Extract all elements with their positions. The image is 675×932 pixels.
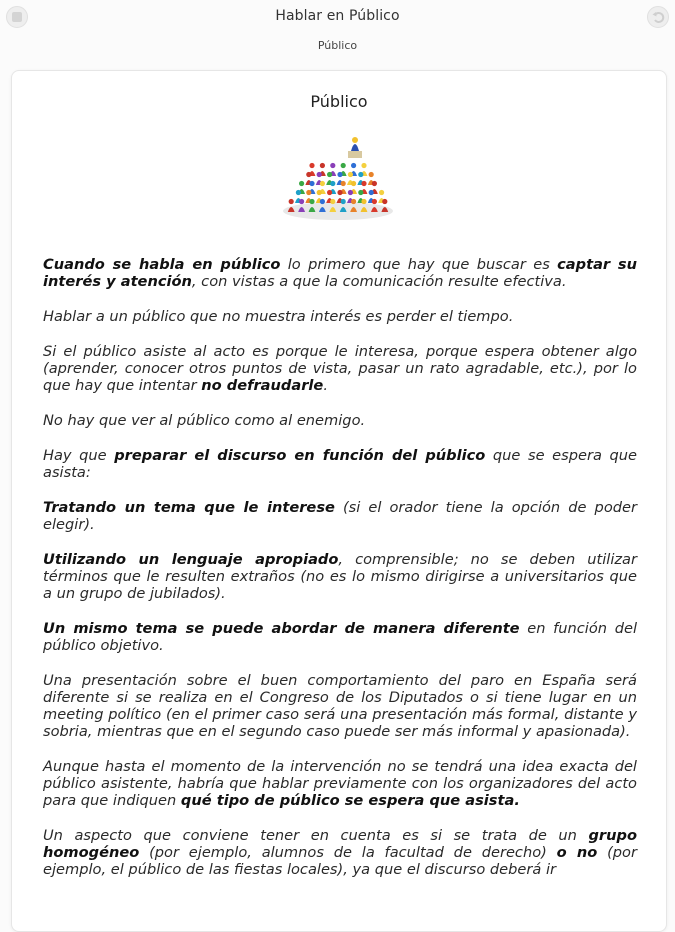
- paragraph-bold-text: grupo homogéneo: [43, 827, 637, 861]
- paragraph-text: Una presentación sobre el buen comportamiento del paro en España será diferente si se realiza en el Congreso de los Diputados o si tiene lugar en un meeting político (en el primer caso será una presentación más formal, distante y sobria, mientras que en el segundo caso puede ser más informal y apasionada).: [43, 672, 637, 740]
- paragraph-bold-text: Tratando un tema que le interese: [43, 499, 335, 516]
- paragraph: [43, 620, 637, 654]
- card-title: Público: [310, 92, 368, 111]
- paragraph: [43, 343, 637, 394]
- paragraph: [43, 499, 637, 533]
- paragraph-text: Aunque hasta el momento de la intervención no se tendrá una idea exacta del público asistente, habría que hablar previamente con los organizadores del acto para que indiquen: [43, 758, 637, 809]
- people-crowd-figurines-icon: [280, 137, 398, 225]
- paragraph-text: , comprensible; no se deben utilizar términos que le resulten extraños (no es lo mismo dirigirse a universitarios que a un grupo de jubilados).: [43, 551, 637, 602]
- paragraph-bold-text: Un mismo tema se puede abordar de manera diferente: [43, 620, 520, 637]
- paragraph-text: No hay que ver al público como al enemigo.: [43, 412, 366, 429]
- paragraph-text: que se espera que asista:: [43, 447, 637, 481]
- paragraph-text: Un aspecto que conviene tener en cuenta es si se trata de un: [43, 827, 589, 844]
- paragraph: [43, 308, 637, 325]
- paragraph-bold-text: o no: [556, 844, 598, 861]
- paragraph: [43, 551, 637, 602]
- paragraph-text: (por ejemplo, alumnos de la facultad de derecho): [139, 844, 557, 861]
- paragraph: [43, 672, 637, 740]
- paragraph-text: (por ejemplo, el público de las fiestas locales), ya que el discurso deberá ir: [43, 844, 637, 878]
- paragraph: [43, 412, 637, 429]
- section-subtitle: Público: [317, 39, 358, 52]
- paragraph-text: (si el orador tiene la opción de poder elegir).: [43, 499, 637, 533]
- content-card: [11, 70, 667, 932]
- undo-arrow-icon: [651, 10, 665, 24]
- paragraph-bold-text: captar su interés y atención: [43, 256, 637, 290]
- app-title: Hablar en Público: [275, 8, 400, 24]
- paragraph-bold-text: Cuando se habla en público: [43, 256, 281, 273]
- paragraph-bold-text: no defraudarle: [201, 377, 324, 394]
- paragraph-bold-text: preparar el discurso en función del público: [114, 447, 486, 464]
- paragraph-text: .: [323, 377, 328, 394]
- article-body: [43, 256, 637, 896]
- paragraph: [43, 447, 637, 481]
- top-bar: [0, 0, 675, 62]
- paragraph-bold-text: qué tipo de público se espera que asista.: [180, 792, 520, 809]
- paragraph-text: Hablar a un público que no muestra interés es perder el tiempo.: [43, 308, 514, 325]
- paragraph-bold-text: Utilizando un lenguaje apropiado: [43, 551, 339, 568]
- paragraph-text: , con vistas a que la comunicación resulte efectiva.: [191, 273, 567, 290]
- paragraph: [43, 758, 637, 809]
- paragraph: [43, 256, 637, 290]
- paragraph-text: lo primero que hay que buscar es: [280, 256, 558, 273]
- paragraph-text: Si el público asiste al acto es porque le interesa, porque espera obtener algo (aprender, conocer otros puntos de vista, pasar un rato agradable, etc.), por lo que hay que intentar: [43, 343, 637, 394]
- paragraph-text: Hay que: [43, 447, 115, 464]
- back-button[interactable]: [647, 6, 669, 28]
- paragraph-text: en función del público objetivo.: [43, 620, 637, 654]
- paragraph: [43, 827, 637, 878]
